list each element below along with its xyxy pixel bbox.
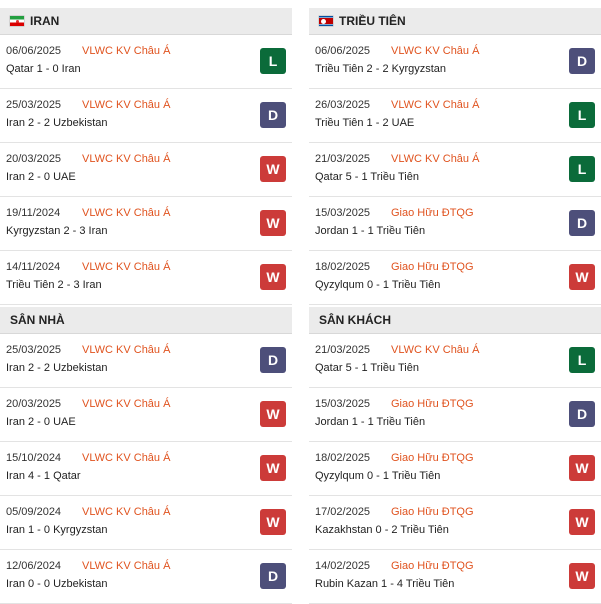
match-row[interactable]: [0, 143, 292, 197]
match-row[interactable]: [0, 550, 292, 604]
competition-link[interactable]: VLWC KV Châu Á: [82, 261, 171, 273]
match-score: Iran 1 - 0 Kyrgyzstan: [6, 524, 108, 536]
result-badge: W: [260, 264, 286, 290]
match-score: Iran 2 - 2 Uzbekistan: [6, 117, 108, 129]
match-score: Jordan 1 - 1 Triều Tiên: [315, 225, 426, 237]
match-date: 15/03/2025: [315, 398, 371, 410]
iran-flag-icon: [10, 16, 24, 26]
match-score: Qyzylqum 0 - 1 Triều Tiên: [315, 470, 441, 482]
match-date: 14/11/2024: [6, 261, 61, 273]
match-row[interactable]: [309, 496, 601, 550]
result-badge: L: [569, 102, 595, 128]
section-header: [309, 307, 601, 334]
match-date: 06/06/2025: [315, 45, 371, 57]
competition-link[interactable]: Giao Hữu ĐTQG: [391, 207, 474, 219]
competition-link[interactable]: VLWC KV Châu Á: [391, 153, 480, 165]
competition-link[interactable]: Giao Hữu ĐTQG: [391, 560, 474, 572]
section-title: SÂN KHÁCH: [319, 313, 391, 327]
result-badge: W: [260, 210, 286, 236]
competition-link[interactable]: VLWC KV Châu Á: [391, 99, 480, 111]
competition-link[interactable]: Giao Hữu ĐTQG: [391, 261, 474, 273]
match-row[interactable]: [0, 251, 292, 305]
match-row[interactable]: [0, 35, 292, 89]
match-row[interactable]: [0, 496, 292, 550]
match-score: Triều Tiên 2 - 3 Iran: [6, 279, 102, 291]
match-date: 17/02/2025: [315, 506, 371, 518]
match-score: Iran 2 - 0 UAE: [6, 416, 76, 428]
match-date: 06/06/2025: [6, 45, 62, 57]
result-badge: W: [569, 455, 595, 481]
competition-link[interactable]: VLWC KV Châu Á: [82, 506, 171, 518]
match-score: Qyzylqum 0 - 1 Triều Tiên: [315, 279, 441, 291]
competition-link[interactable]: VLWC KV Châu Á: [82, 207, 171, 219]
iran-recent-form: [0, 8, 292, 305]
match-score: Kyrgyzstan 2 - 3 Iran: [6, 225, 108, 237]
match-score: Jordan 1 - 1 Triều Tiên: [315, 416, 426, 428]
competition-link[interactable]: VLWC KV Châu Á: [82, 153, 171, 165]
competition-link[interactable]: VLWC KV Châu Á: [391, 45, 480, 57]
match-row[interactable]: [0, 442, 292, 496]
result-badge: W: [260, 455, 286, 481]
match-score: Kazakhstan 0 - 2 Triều Tiên: [315, 524, 449, 536]
match-date: 14/02/2025: [315, 560, 371, 572]
result-badge: D: [260, 563, 286, 589]
match-date: 21/03/2025: [315, 153, 371, 165]
result-badge: W: [569, 509, 595, 535]
match-row[interactable]: [309, 197, 601, 251]
match-score: Iran 2 - 2 Uzbekistan: [6, 362, 108, 374]
match-date: 20/03/2025: [6, 398, 62, 410]
match-row[interactable]: [309, 334, 601, 388]
competition-link[interactable]: Giao Hữu ĐTQG: [391, 398, 474, 410]
match-date: 20/03/2025: [6, 153, 62, 165]
section-title: TRIỀU TIÊN: [339, 14, 406, 28]
result-badge: D: [260, 102, 286, 128]
match-score: Rubin Kazan 1 - 4 Triều Tiên: [315, 578, 455, 590]
section-header: [309, 8, 601, 35]
match-date: 18/02/2025: [315, 452, 371, 464]
match-score: Triều Tiên 2 - 2 Kyrgyzstan: [315, 63, 447, 75]
result-badge: L: [569, 347, 595, 373]
match-date: 26/03/2025: [315, 99, 371, 111]
match-date: 25/03/2025: [6, 344, 62, 356]
result-badge: D: [569, 210, 595, 236]
match-row[interactable]: [309, 143, 601, 197]
match-row[interactable]: [0, 197, 292, 251]
competition-link[interactable]: Giao Hữu ĐTQG: [391, 506, 474, 518]
section-header: [0, 307, 292, 334]
competition-link[interactable]: VLWC KV Châu Á: [82, 45, 171, 57]
match-date: 12/06/2024: [6, 560, 62, 572]
match-date: 18/02/2025: [315, 261, 371, 273]
match-date: 25/03/2025: [6, 99, 62, 111]
match-date: 05/09/2024: [6, 506, 62, 518]
match-score: Triều Tiên 1 - 2 UAE: [315, 117, 415, 129]
match-row[interactable]: [0, 334, 292, 388]
match-score: Qatar 5 - 1 Triều Tiên: [315, 171, 419, 183]
result-badge: W: [260, 156, 286, 182]
match-date: 15/03/2025: [315, 207, 371, 219]
competition-link[interactable]: Giao Hữu ĐTQG: [391, 452, 474, 464]
match-row[interactable]: [309, 35, 601, 89]
section-header: [0, 8, 292, 35]
match-date: 19/11/2024: [6, 207, 61, 219]
match-row[interactable]: [0, 388, 292, 442]
competition-link[interactable]: VLWC KV Châu Á: [391, 344, 480, 356]
result-badge: W: [260, 509, 286, 535]
section-title: IRAN: [30, 14, 60, 28]
competition-link[interactable]: VLWC KV Châu Á: [82, 99, 171, 111]
section-title: SÂN NHÀ: [10, 313, 65, 327]
match-score: Iran 0 - 0 Uzbekistan: [6, 578, 108, 590]
match-date: 15/10/2024: [6, 452, 62, 464]
iran-home-form: [0, 307, 292, 604]
match-score: Qatar 1 - 0 Iran: [6, 63, 81, 75]
competition-link[interactable]: VLWC KV Châu Á: [82, 398, 171, 410]
competition-link[interactable]: VLWC KV Châu Á: [82, 344, 171, 356]
match-score: Iran 4 - 1 Qatar: [6, 470, 81, 482]
competition-link[interactable]: VLWC KV Châu Á: [82, 560, 171, 572]
match-row[interactable]: [309, 251, 601, 305]
match-row[interactable]: [309, 442, 601, 496]
match-date: 21/03/2025: [315, 344, 371, 356]
competition-link[interactable]: VLWC KV Châu Á: [82, 452, 171, 464]
north-korea-away-form: [309, 307, 601, 604]
result-badge: L: [569, 156, 595, 182]
result-badge: W: [569, 563, 595, 589]
match-row[interactable]: [0, 89, 292, 143]
result-badge: D: [569, 401, 595, 427]
result-badge: W: [260, 401, 286, 427]
result-badge: W: [569, 264, 595, 290]
match-score: Iran 2 - 0 UAE: [6, 171, 76, 183]
match-row[interactable]: [309, 89, 601, 143]
result-badge: D: [260, 347, 286, 373]
result-badge: L: [260, 48, 286, 74]
result-badge: D: [569, 48, 595, 74]
match-row[interactable]: [309, 388, 601, 442]
match-score: Qatar 5 - 1 Triều Tiên: [315, 362, 419, 374]
north-korea-recent-form: [309, 8, 601, 305]
north-korea-flag-icon: [319, 16, 333, 26]
match-row[interactable]: [309, 550, 601, 604]
